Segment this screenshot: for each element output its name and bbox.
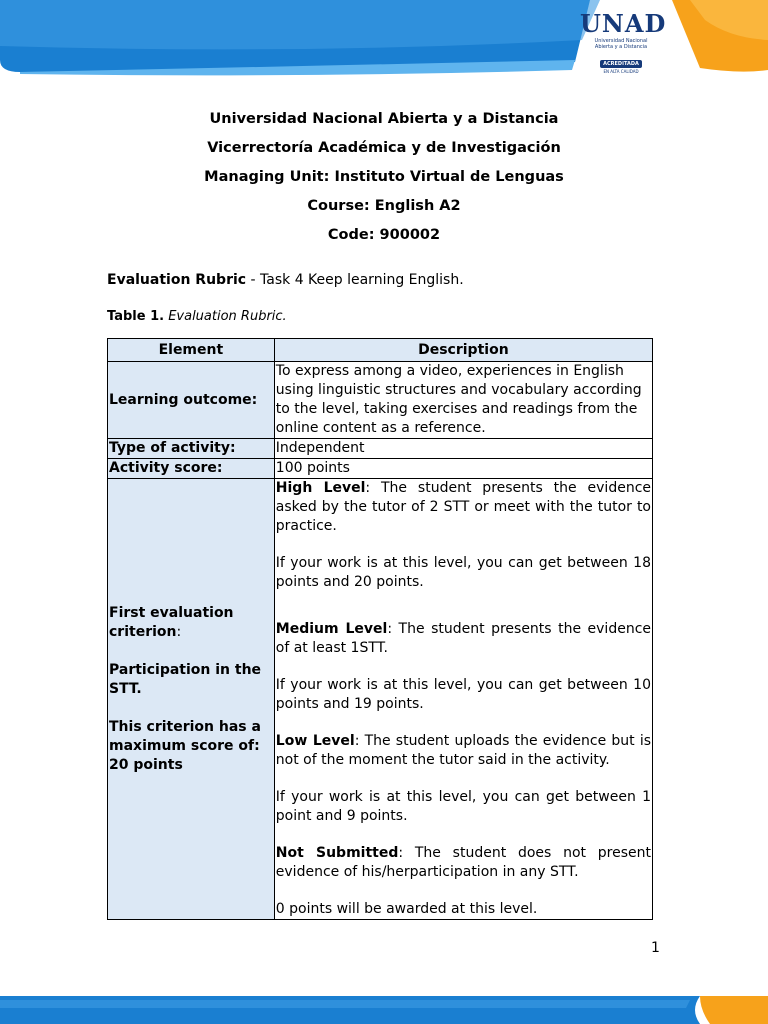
not-submitted-text: Not Submitted: The student does not present evidence of his/herparticipation in any STT. xyxy=(275,845,652,880)
evaluation-rubric-table xyxy=(107,338,653,920)
high-level-score: If your work is at this level, you can get between 18 points and 20 points. xyxy=(275,555,651,590)
table-caption xyxy=(107,307,287,327)
medium-level-score: If your work is at this level, you can get between 10 points and 19 points. xyxy=(275,677,651,712)
criterion-cell xyxy=(108,479,275,920)
low-level-score: If your work is at this level, you can get between 1 point and 9 points. xyxy=(275,789,651,824)
heading-university: Universidad Nacional Abierta y a Distancia xyxy=(209,111,559,127)
logo-brand: UNAD xyxy=(580,9,667,38)
table-row xyxy=(108,479,653,920)
table-header-row xyxy=(108,339,653,362)
row-learning-outcome-label: Learning outcome: xyxy=(108,362,275,439)
logo-subtitle-1: Universidad Nacional xyxy=(594,38,648,44)
row-type-of-activity-value: Independent xyxy=(274,439,652,459)
criterion-levels-cell xyxy=(274,479,652,920)
table-caption-label: Table 1. xyxy=(107,309,165,324)
high-level-text: High Level: The student presents the evidence asked by the tutor of 2 STT or meet with the tutor to practice. xyxy=(275,480,652,534)
row-activity-score-label: Activity score: xyxy=(108,459,275,479)
logo-badge-sub: EN ALTA CALIDAD xyxy=(603,69,639,74)
document-heading xyxy=(0,105,768,250)
unad-logo xyxy=(580,6,667,76)
page-number: 1 xyxy=(651,940,660,956)
heading-vicerrectoria: Vicerrectoría Académica y de Investigación xyxy=(207,140,561,156)
medium-level-text: Medium Level: The student presents the evidence of at least 1STT. xyxy=(275,621,652,656)
logo-subtitle-2: Abierta y a Distancia xyxy=(594,44,648,50)
table-row xyxy=(108,362,653,439)
footer-banner xyxy=(0,996,768,1024)
row-type-of-activity-label: Type of activity: xyxy=(108,439,275,459)
row-activity-score-value: 100 points xyxy=(274,459,652,479)
table-caption-text: Evaluation Rubric. xyxy=(164,309,287,324)
criterion-max-score: This criterion has a maximum score of: 20 points xyxy=(109,719,261,773)
header-element: Element xyxy=(108,339,275,362)
evaluation-label: Evaluation Rubric xyxy=(107,272,247,288)
table-row xyxy=(108,459,653,479)
heading-code: Code: 900002 xyxy=(327,227,441,243)
heading-course: Course: English A2 xyxy=(307,198,461,214)
evaluation-line xyxy=(107,270,464,290)
criterion-title: First evaluation criterion: xyxy=(109,605,234,640)
header-description: Description xyxy=(274,339,652,362)
logo-badge: ACREDITADA xyxy=(600,60,642,68)
not-submitted-score: 0 points will be awarded at this level. xyxy=(275,901,538,917)
row-learning-outcome-value: To express among a video, experiences in English using linguistic structures and vocabulary according to the level, taking exercises and readings from the online content as a reference. xyxy=(274,362,652,439)
evaluation-text: - Task 4 Keep learning English. xyxy=(246,272,464,288)
heading-managing-unit: Managing Unit: Instituto Virtual de Lenguas xyxy=(204,169,564,185)
table-row xyxy=(108,439,653,459)
criterion-participation: Participation in the STT. xyxy=(109,662,262,697)
low-level-text: Low Level: The student uploads the evidence but is not of the moment the tutor said in the activity. xyxy=(275,733,651,768)
